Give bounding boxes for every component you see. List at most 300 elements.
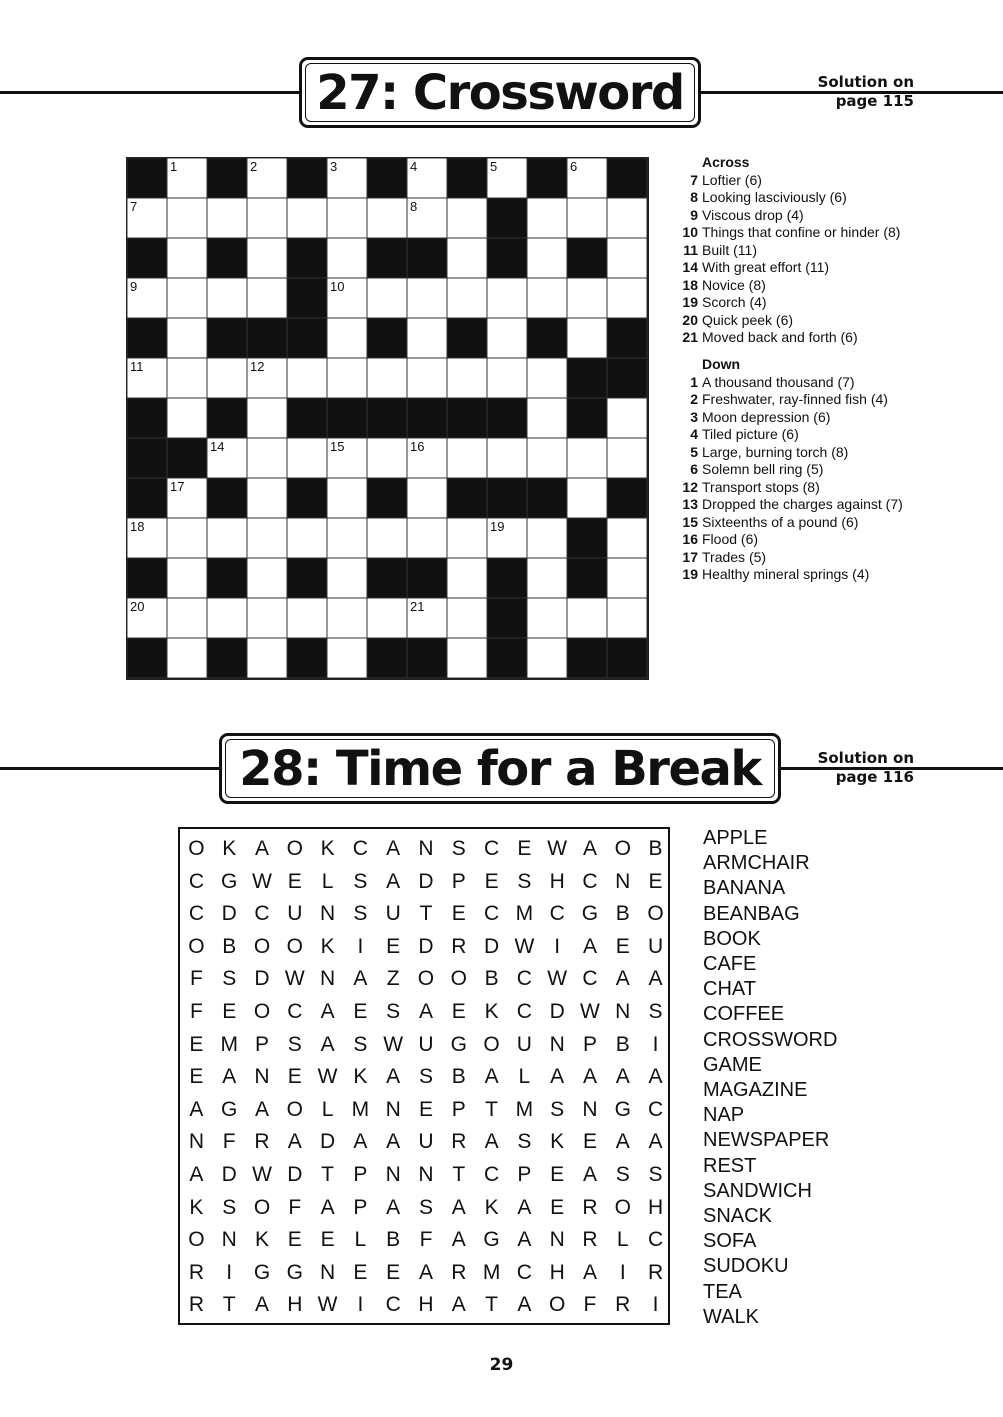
crossword-cell[interactable] (247, 478, 287, 518)
wordsearch-letter[interactable]: A (353, 1130, 368, 1154)
wordsearch-letter[interactable]: A (517, 1293, 532, 1317)
wordsearch-letter[interactable]: A (648, 1130, 663, 1154)
wordsearch-letter[interactable]: O (483, 1032, 500, 1056)
crossword-cell[interactable] (407, 438, 447, 478)
wordsearch-letter[interactable]: N (385, 1163, 401, 1186)
wordsearch-letter[interactable]: C (254, 902, 270, 926)
wordsearch-letter[interactable]: U (647, 934, 664, 958)
crossword-cell[interactable] (527, 238, 567, 278)
wordsearch-letter[interactable]: D (549, 1000, 565, 1023)
crossword-cell[interactable] (407, 318, 447, 358)
wordsearch-letter[interactable]: R (615, 1293, 631, 1317)
wordsearch-letter[interactable]: O (188, 1228, 205, 1252)
wordsearch-letter[interactable]: U (287, 902, 303, 926)
wordsearch-letter[interactable]: U (418, 1130, 434, 1154)
wordsearch-letter[interactable]: W (383, 1032, 404, 1056)
wordsearch-letter[interactable]: S (418, 1065, 433, 1089)
wordsearch-letter[interactable]: M (515, 902, 534, 926)
wordsearch-letter[interactable]: I (619, 1260, 626, 1284)
wordsearch-letter[interactable]: S (418, 1195, 433, 1219)
wordsearch-letter[interactable]: A (582, 1163, 597, 1186)
crossword-cell[interactable] (327, 478, 367, 518)
wordsearch-letter[interactable]: L (354, 1228, 367, 1252)
wordsearch-letter[interactable]: W (317, 1293, 338, 1317)
wordsearch-letter[interactable]: L (518, 1065, 531, 1089)
crossword-cell[interactable] (287, 198, 327, 238)
wordsearch-letter[interactable]: N (188, 1130, 204, 1154)
crossword-cell[interactable] (327, 318, 367, 358)
crossword-cell[interactable] (487, 278, 527, 318)
wordsearch-letter[interactable]: U (418, 1032, 434, 1056)
wordsearch-letter[interactable]: G (221, 1097, 238, 1121)
wordsearch-letter[interactable]: O (286, 1097, 303, 1121)
crossword-cell[interactable] (447, 198, 487, 238)
wordsearch-letter[interactable]: C (483, 902, 500, 926)
wordsearch-letter[interactable]: A (418, 1000, 433, 1023)
wordsearch-letter[interactable]: C (188, 902, 204, 926)
wordsearch-letter[interactable]: A (615, 1130, 630, 1154)
crossword-cell[interactable] (367, 438, 407, 478)
wordsearch-letter[interactable]: M (515, 1097, 534, 1121)
wordsearch-letter[interactable]: W (317, 1065, 338, 1089)
crossword-cell[interactable] (567, 158, 607, 198)
crossword-cell[interactable] (527, 558, 567, 598)
wordsearch-letter[interactable]: A (287, 1130, 302, 1154)
wordsearch-letter[interactable]: B (648, 837, 663, 860)
wordsearch-letter[interactable]: N (418, 1163, 434, 1186)
wordsearch-letter[interactable]: E (386, 1260, 401, 1284)
wordsearch-letter[interactable]: I (226, 1260, 233, 1284)
wordsearch-letter[interactable]: A (550, 1065, 565, 1089)
wordsearch-letter[interactable]: F (189, 967, 203, 991)
crossword-cell[interactable] (527, 438, 567, 478)
wordsearch-letter[interactable]: F (583, 1293, 597, 1317)
wordsearch-letter[interactable]: A (451, 1293, 466, 1317)
wordsearch-letter[interactable]: I (554, 934, 561, 958)
wordsearch-letter[interactable]: N (615, 1000, 631, 1023)
wordsearch-letter[interactable]: E (222, 1000, 237, 1023)
wordsearch-letter[interactable]: D (221, 1163, 237, 1186)
wordsearch-letter[interactable]: N (549, 1032, 565, 1056)
wordsearch-letter[interactable]: N (418, 837, 434, 860)
wordsearch-letter[interactable]: S (287, 1032, 302, 1056)
wordsearch-letter[interactable]: S (222, 967, 237, 991)
wordsearch-letter[interactable]: T (419, 902, 433, 926)
wordsearch-letter[interactable]: A (189, 1097, 204, 1121)
wordsearch-letter[interactable]: W (252, 1163, 272, 1186)
crossword-cell[interactable] (327, 518, 367, 558)
wordsearch-letter[interactable]: A (353, 967, 368, 991)
wordsearch-letter[interactable]: E (287, 869, 302, 893)
crossword-cell[interactable] (527, 278, 567, 318)
wordsearch-letter[interactable]: R (188, 1260, 204, 1284)
wordsearch-letter[interactable]: T (485, 1097, 498, 1121)
wordsearch-letter[interactable]: P (451, 869, 466, 893)
wordsearch-letter[interactable]: S (615, 1163, 630, 1186)
wordsearch-letter[interactable]: A (320, 1195, 335, 1219)
wordsearch-letter[interactable]: H (549, 1260, 565, 1284)
crossword-cell[interactable] (327, 278, 367, 318)
wordsearch-letter[interactable]: T (485, 1293, 498, 1317)
crossword-cell[interactable] (287, 438, 327, 478)
wordsearch-letter[interactable]: S (353, 902, 368, 926)
wordsearch-letter[interactable]: A (254, 1097, 269, 1121)
crossword-cell[interactable] (447, 638, 487, 678)
crossword-cell[interactable] (167, 198, 207, 238)
wordsearch-letter[interactable]: A (254, 1293, 269, 1317)
crossword-cell[interactable] (567, 598, 607, 638)
crossword-cell[interactable] (327, 238, 367, 278)
wordsearch-letter[interactable]: T (222, 1293, 236, 1317)
wordsearch-letter[interactable]: W (547, 967, 568, 991)
wordsearch-letter[interactable]: A (386, 1065, 401, 1089)
wordsearch-letter[interactable]: C (352, 837, 368, 860)
wordsearch-letter[interactable]: G (483, 1228, 500, 1252)
wordsearch-letter[interactable]: D (221, 902, 237, 926)
wordsearch-letter[interactable]: E (517, 837, 532, 860)
wordsearch-letter[interactable]: A (386, 837, 401, 860)
crossword-cell[interactable] (127, 278, 167, 318)
crossword-cell[interactable] (247, 198, 287, 238)
wordsearch-letter[interactable]: A (484, 1130, 499, 1154)
wordsearch-letter[interactable]: A (451, 1228, 466, 1252)
crossword-cell[interactable] (207, 278, 247, 318)
wordsearch-letter[interactable]: H (549, 869, 565, 893)
crossword-cell[interactable] (367, 518, 407, 558)
wordsearch-letter[interactable]: N (320, 902, 336, 926)
wordsearch-letter[interactable]: P (353, 1195, 368, 1219)
wordsearch-letter[interactable]: N (582, 1097, 598, 1121)
crossword-cell[interactable] (407, 518, 447, 558)
crossword-cell[interactable] (447, 438, 487, 478)
crossword-cell[interactable] (447, 278, 487, 318)
wordsearch-letter[interactable]: O (450, 967, 467, 991)
crossword-cell[interactable] (607, 558, 647, 598)
wordsearch-letter[interactable]: A (451, 1195, 466, 1219)
wordsearch-letter[interactable]: A (582, 934, 597, 958)
wordsearch-letter[interactable]: I (652, 1293, 659, 1317)
crossword-cell[interactable] (167, 598, 207, 638)
wordsearch-letter[interactable]: C (516, 967, 532, 991)
wordsearch-letter[interactable]: O (188, 837, 205, 860)
wordsearch-letter[interactable]: F (189, 1000, 203, 1023)
wordsearch-letter[interactable]: A (648, 1065, 663, 1089)
crossword-cell[interactable] (127, 518, 167, 558)
crossword-cell[interactable] (207, 518, 247, 558)
wordsearch-letter[interactable]: C (516, 1000, 532, 1023)
wordsearch-letter[interactable]: E (189, 1065, 204, 1089)
crossword-cell[interactable] (167, 278, 207, 318)
crossword-cell[interactable] (487, 158, 527, 198)
wordsearch-letter[interactable]: R (188, 1293, 204, 1317)
wordsearch-letter[interactable]: K (353, 1065, 368, 1089)
wordsearch-letter[interactable]: P (353, 1163, 368, 1186)
wordsearch-letter[interactable]: A (320, 1032, 335, 1056)
crossword-cell[interactable] (607, 278, 647, 318)
crossword-cell[interactable] (447, 558, 487, 598)
crossword-cell[interactable] (607, 438, 647, 478)
wordsearch-letter[interactable]: D (483, 934, 500, 958)
wordsearch-letter[interactable]: B (386, 1228, 401, 1252)
wordsearch-letter[interactable]: A (648, 967, 663, 991)
wordsearch-letter[interactable]: A (517, 1228, 532, 1252)
crossword-cell[interactable] (247, 438, 287, 478)
crossword-cell[interactable] (607, 398, 647, 438)
crossword-cell[interactable] (527, 358, 567, 398)
wordsearch-letter[interactable]: L (321, 1097, 334, 1121)
crossword-cell[interactable] (247, 518, 287, 558)
wordsearch-letter[interactable]: S (353, 1032, 368, 1056)
crossword-cell[interactable] (567, 278, 607, 318)
wordsearch-letter[interactable]: G (286, 1260, 303, 1284)
wordsearch-letter[interactable]: P (517, 1163, 532, 1186)
wordsearch-letter[interactable]: E (484, 869, 499, 893)
crossword-cell[interactable] (367, 358, 407, 398)
crossword-cell[interactable] (487, 438, 527, 478)
wordsearch-letter[interactable]: S (648, 1000, 663, 1023)
wordsearch-letter[interactable]: O (253, 934, 271, 958)
crossword-cell[interactable] (607, 238, 647, 278)
wordsearch-letter[interactable]: G (450, 1032, 467, 1056)
wordsearch-letter[interactable]: P (582, 1032, 597, 1056)
wordsearch-letter[interactable]: D (418, 934, 434, 958)
wordsearch-letter[interactable]: H (647, 1195, 664, 1219)
wordsearch-letter[interactable]: G (614, 1097, 631, 1121)
crossword-cell[interactable] (167, 318, 207, 358)
crossword-cell[interactable] (327, 158, 367, 198)
crossword-cell[interactable] (447, 518, 487, 558)
wordsearch-letter[interactable]: A (222, 1065, 237, 1089)
crossword-cell[interactable] (167, 238, 207, 278)
crossword-cell[interactable] (327, 198, 367, 238)
crossword-cell[interactable] (407, 598, 447, 638)
crossword-cell[interactable] (167, 158, 207, 198)
crossword-cell[interactable] (607, 198, 647, 238)
wordsearch-letter[interactable]: P (254, 1032, 269, 1056)
crossword-cell[interactable] (487, 358, 527, 398)
wordsearch-letter[interactable]: D (254, 967, 270, 991)
crossword-cell[interactable] (167, 478, 207, 518)
wordsearch-letter[interactable]: Z (386, 967, 400, 991)
wordsearch-letter[interactable]: A (582, 1065, 597, 1089)
crossword-cell[interactable] (207, 198, 247, 238)
wordsearch-letter[interactable]: S (550, 1097, 565, 1121)
wordsearch-letter[interactable]: N (615, 869, 631, 893)
wordsearch-letter[interactable]: C (188, 869, 204, 893)
wordsearch-letter[interactable]: E (451, 1000, 466, 1023)
wordsearch-letter[interactable]: W (514, 934, 535, 958)
wordsearch-letter[interactable]: E (287, 1228, 302, 1252)
crossword-cell[interactable] (247, 598, 287, 638)
crossword-cell[interactable] (247, 638, 287, 678)
wordsearch-letter[interactable]: S (353, 869, 368, 893)
wordsearch-letter[interactable]: E (418, 1097, 433, 1121)
wordsearch-letter[interactable]: F (288, 1195, 302, 1219)
crossword-cell[interactable] (527, 638, 567, 678)
wordsearch-letter[interactable]: A (386, 1130, 401, 1154)
wordsearch-letter[interactable]: M (482, 1260, 501, 1284)
crossword-cell[interactable] (287, 358, 327, 398)
crossword-cell[interactable] (327, 558, 367, 598)
wordsearch-letter[interactable]: M (220, 1032, 238, 1056)
crossword-cell[interactable] (327, 638, 367, 678)
wordsearch-letter[interactable]: P (451, 1097, 466, 1121)
wordsearch-letter[interactable]: F (419, 1228, 433, 1252)
wordsearch-letter[interactable]: C (483, 837, 500, 860)
wordsearch-letter[interactable]: O (188, 934, 205, 958)
wordsearch-letter[interactable]: D (418, 869, 434, 893)
wordsearch-letter[interactable]: A (386, 1195, 401, 1219)
crossword-cell[interactable] (327, 358, 367, 398)
wordsearch-letter[interactable]: O (614, 1195, 631, 1219)
wordsearch-letter[interactable]: L (321, 869, 334, 893)
wordsearch-letter[interactable]: N (254, 1065, 270, 1089)
wordsearch-letter[interactable]: R (451, 1130, 467, 1154)
crossword-cell[interactable] (167, 398, 207, 438)
wordsearch-letter[interactable]: K (550, 1130, 565, 1154)
wordsearch-letter[interactable]: A (582, 1260, 597, 1284)
crossword-cell[interactable] (247, 158, 287, 198)
crossword-cell[interactable] (127, 598, 167, 638)
wordsearch-letter[interactable]: E (648, 869, 663, 893)
wordsearch-letter[interactable]: S (222, 1195, 237, 1219)
wordsearch-letter[interactable]: L (616, 1228, 629, 1252)
wordsearch-letter[interactable]: E (353, 1260, 368, 1284)
crossword-cell[interactable] (207, 358, 247, 398)
wordsearch-letter[interactable]: B (484, 967, 499, 991)
wordsearch-letter[interactable]: R (451, 1260, 467, 1284)
wordsearch-letter[interactable]: E (386, 934, 401, 958)
wordsearch-letter[interactable]: A (517, 1195, 532, 1219)
wordsearch-letter[interactable]: C (582, 967, 598, 991)
wordsearch-letter[interactable]: S (386, 1000, 401, 1023)
crossword-cell[interactable] (527, 398, 567, 438)
wordsearch-letter[interactable]: E (550, 1163, 565, 1186)
wordsearch-letter[interactable]: C (647, 1097, 664, 1121)
wordsearch-letter[interactable]: G (221, 869, 238, 893)
wordsearch-letter[interactable]: E (320, 1228, 335, 1252)
wordsearch-letter[interactable]: K (320, 934, 335, 958)
wordsearch-letter[interactable]: U (385, 902, 401, 926)
wordsearch-letter[interactable]: E (353, 1000, 368, 1023)
wordsearch-letter[interactable]: O (286, 837, 303, 860)
crossword-cell[interactable] (527, 198, 567, 238)
wordsearch-letter[interactable]: O (286, 934, 303, 958)
wordsearch-letter[interactable]: A (418, 1260, 433, 1284)
crossword-cell[interactable] (327, 598, 367, 638)
wordsearch-letter[interactable]: A (582, 837, 597, 860)
wordsearch-letter[interactable]: K (254, 1228, 269, 1252)
wordsearch-letter[interactable]: N (221, 1228, 237, 1252)
wordsearch-letter[interactable]: U (516, 1032, 532, 1056)
crossword-cell[interactable] (407, 358, 447, 398)
crossword-cell[interactable] (447, 358, 487, 398)
wordsearch-letter[interactable]: O (253, 1195, 271, 1219)
crossword-cell[interactable] (407, 278, 447, 318)
wordsearch-letter[interactable]: K (222, 837, 237, 860)
crossword-cell[interactable] (167, 518, 207, 558)
wordsearch-letter[interactable]: S (648, 1163, 663, 1186)
wordsearch-letter[interactable]: I (652, 1032, 659, 1056)
wordsearch-letter[interactable]: R (254, 1130, 270, 1154)
crossword-cell[interactable] (487, 318, 527, 358)
wordsearch-letter[interactable]: A (320, 1000, 335, 1023)
wordsearch-letter[interactable]: O (647, 902, 664, 926)
crossword-cell[interactable] (247, 358, 287, 398)
crossword-cell[interactable] (287, 518, 327, 558)
wordsearch-letter[interactable]: S (517, 1130, 532, 1154)
wordsearch-letter[interactable]: R (451, 934, 467, 958)
crossword-cell[interactable] (607, 518, 647, 558)
wordsearch-letter[interactable]: B (615, 902, 630, 926)
wordsearch-letter[interactable]: I (357, 934, 364, 958)
wordsearch-letter[interactable]: D (320, 1130, 336, 1154)
wordsearch-letter[interactable]: C (516, 1260, 532, 1284)
wordsearch-letter[interactable]: O (614, 837, 631, 860)
crossword-cell[interactable] (367, 198, 407, 238)
wordsearch-letter[interactable]: W (580, 1000, 600, 1023)
wordsearch-letter[interactable]: A (386, 869, 401, 893)
crossword-cell[interactable] (567, 318, 607, 358)
wordsearch-letter[interactable]: E (550, 1195, 565, 1219)
wordsearch-letter[interactable]: G (253, 1260, 271, 1284)
wordsearch-letter[interactable]: C (385, 1293, 401, 1317)
crossword-cell[interactable] (407, 198, 447, 238)
crossword-cell[interactable] (167, 558, 207, 598)
wordsearch-letter[interactable]: A (189, 1163, 204, 1186)
crossword-cell[interactable] (447, 238, 487, 278)
wordsearch-letter[interactable]: T (321, 1163, 334, 1186)
wordsearch-letter[interactable]: E (582, 1130, 597, 1154)
wordsearch-letter[interactable]: N (320, 967, 336, 991)
wordsearch-letter[interactable]: O (417, 967, 435, 991)
crossword-cell[interactable] (287, 598, 327, 638)
wordsearch-letter[interactable]: A (254, 837, 269, 860)
wordsearch-letter[interactable]: C (647, 1228, 664, 1252)
wordsearch-letter[interactable]: H (287, 1293, 303, 1317)
wordsearch-letter[interactable]: S (517, 869, 532, 893)
crossword-cell[interactable] (567, 438, 607, 478)
wordsearch-letter[interactable]: O (253, 1000, 271, 1023)
wordsearch-letter[interactable]: A (615, 967, 630, 991)
crossword-cell[interactable] (247, 278, 287, 318)
wordsearch-letter[interactable]: I (357, 1293, 364, 1317)
wordsearch-letter[interactable]: W (547, 837, 568, 860)
wordsearch-letter[interactable]: N (549, 1228, 565, 1252)
wordsearch-letter[interactable]: F (222, 1130, 236, 1154)
wordsearch-letter[interactable]: M (351, 1097, 370, 1121)
wordsearch-letter[interactable]: W (284, 967, 305, 991)
crossword-cell[interactable] (127, 358, 167, 398)
wordsearch-letter[interactable]: N (320, 1260, 336, 1284)
crossword-cell[interactable] (207, 598, 247, 638)
wordsearch-letter[interactable]: K (484, 1195, 499, 1219)
crossword-cell[interactable] (487, 518, 527, 558)
wordsearch-letter[interactable]: E (287, 1065, 302, 1089)
wordsearch-letter[interactable]: H (418, 1293, 434, 1317)
crossword-cell[interactable] (567, 198, 607, 238)
crossword-cell[interactable] (247, 398, 287, 438)
wordsearch-letter[interactable]: C (287, 1000, 303, 1023)
wordsearch-letter[interactable]: E (615, 934, 630, 958)
crossword-cell[interactable] (207, 438, 247, 478)
crossword-cell[interactable] (447, 598, 487, 638)
wordsearch-letter[interactable]: R (582, 1228, 598, 1252)
wordsearch-letter[interactable]: B (615, 1032, 630, 1056)
wordsearch-letter[interactable]: D (287, 1163, 303, 1186)
crossword-cell[interactable] (527, 518, 567, 558)
wordsearch-letter[interactable]: B (222, 934, 237, 958)
